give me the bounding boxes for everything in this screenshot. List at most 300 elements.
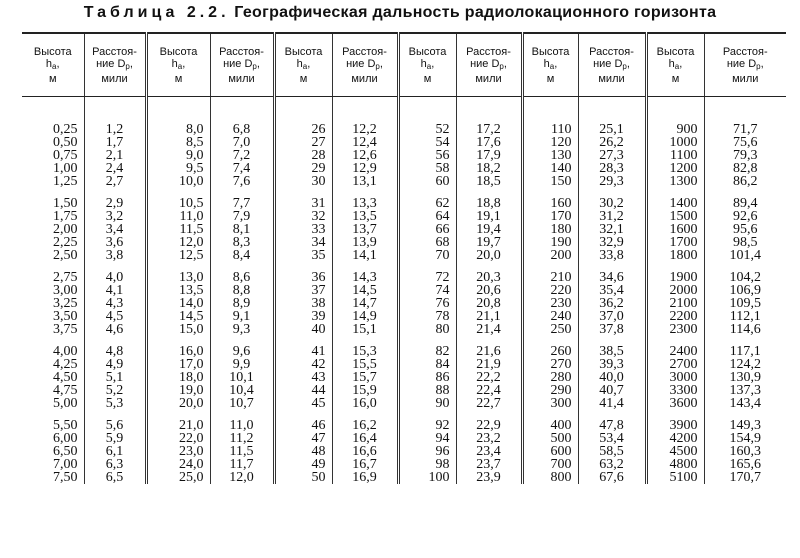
- distance-cell: 18,5: [456, 175, 522, 188]
- distance-cell: 11,5: [210, 445, 274, 458]
- distance-cell: 47,8: [578, 419, 646, 432]
- height-cell: 29: [274, 162, 332, 175]
- distance-cell: 19,7: [456, 236, 522, 249]
- distance-cell: 7,0: [210, 136, 274, 149]
- height-cell: 62: [398, 197, 456, 210]
- header-height: Высота $h_a$, м: [274, 33, 332, 97]
- height-cell: 4500: [646, 445, 704, 458]
- height-cell: 7,00: [53, 457, 78, 472]
- distance-cell: 5,9: [84, 432, 146, 445]
- height-cell: 7,50: [53, 470, 78, 485]
- distance-cell: 28,3: [578, 162, 646, 175]
- header-height-subscript: a: [302, 61, 308, 71]
- spacer-row: [22, 97, 786, 124]
- height-cell: 37: [274, 284, 332, 297]
- height-cell: 1000: [646, 136, 704, 149]
- height-cell: 4800: [646, 458, 704, 471]
- height-cell: 16,0: [146, 345, 210, 358]
- distance-cell: 16,2: [332, 419, 398, 432]
- distance-cell: 14,9: [332, 310, 398, 323]
- distance-cell: 13,3: [332, 197, 398, 210]
- distance-cell: 4,6: [84, 323, 146, 336]
- distance-cell: 14,7: [332, 297, 398, 310]
- header-distance-subscript: р: [622, 61, 627, 71]
- height-cell: 4,25: [53, 357, 78, 372]
- spacer-cell: [210, 97, 274, 124]
- distance-cell: 98,5: [704, 236, 786, 249]
- distance-cell: 15,3: [332, 345, 398, 358]
- spacer-cell: [332, 97, 398, 124]
- distance-cell: 41,4: [578, 397, 646, 410]
- header-height: Высота $h_a$, м: [522, 33, 578, 97]
- height-cell: 0,50: [53, 135, 78, 150]
- header-distance-subscript: р: [756, 61, 761, 71]
- distance-cell: 6,8: [210, 123, 274, 136]
- distance-cell: 3,2: [84, 210, 146, 223]
- height-cell: 170: [522, 210, 578, 223]
- distance-cell: 19,1: [456, 210, 522, 223]
- height-cell: 5,00: [53, 396, 78, 411]
- distance-cell: 106,9: [704, 284, 786, 297]
- distance-cell: 2,7: [84, 175, 146, 188]
- height-cell: 48: [274, 445, 332, 458]
- distance-cell: 124,2: [704, 358, 786, 371]
- distance-cell: 40,0: [578, 371, 646, 384]
- header-distance-word2: ние: [96, 57, 118, 70]
- header-distance-unit: мили: [101, 72, 128, 85]
- height-cell: 1300: [646, 175, 704, 188]
- height-cell: 56: [398, 149, 456, 162]
- height-cell: 39: [274, 310, 332, 323]
- table-row: [22, 175, 786, 188]
- distance-cell: 8,6: [210, 271, 274, 284]
- height-cell: 58: [398, 162, 456, 175]
- distance-cell: 32,1: [578, 223, 646, 236]
- height-cell: 25,0: [146, 471, 210, 484]
- distance-cell: 21,4: [456, 323, 522, 336]
- distance-cell: 23,7: [456, 458, 522, 471]
- table-title: [0, 4, 800, 22]
- header-height-word: Высота: [408, 45, 447, 58]
- distance-cell: 8,3: [210, 236, 274, 249]
- distance-cell: 114,6: [704, 323, 786, 336]
- header-distance-word: Расстоя-: [92, 45, 137, 58]
- height-cell: 2,25: [53, 235, 78, 250]
- distance-cell: 11,7: [210, 458, 274, 471]
- distance-cell: 20,3: [456, 271, 522, 284]
- distance-cell: 14,3: [332, 271, 398, 284]
- distance-cell: 7,6: [210, 175, 274, 188]
- height-cell: 4200: [646, 432, 704, 445]
- header-height-unit: м: [48, 72, 57, 85]
- height-cell: 92: [398, 419, 456, 432]
- height-cell: 52: [398, 123, 456, 136]
- height-cell: 26: [274, 123, 332, 136]
- height-cell: 8,5: [146, 136, 210, 149]
- header-distance-word2: ние: [593, 57, 615, 70]
- spacer-cell: [22, 97, 84, 124]
- height-cell: 2,00: [53, 222, 78, 237]
- distance-cell: 7,7: [210, 197, 274, 210]
- height-cell: 3600: [646, 397, 704, 410]
- height-cell: 72: [398, 271, 456, 284]
- height-cell: 1200: [646, 162, 704, 175]
- distance-cell: 16,4: [332, 432, 398, 445]
- distance-cell: 14,5: [332, 284, 398, 297]
- distance-cell: 17,2: [456, 123, 522, 136]
- distance-cell: 12,2: [332, 123, 398, 136]
- height-cell: 3,50: [53, 309, 78, 324]
- distance-cell: 3,8: [84, 249, 146, 262]
- header-height-word: Высота: [284, 45, 323, 58]
- header-height-subscript: a: [674, 61, 680, 71]
- distance-cell: 4,1: [84, 284, 146, 297]
- height-cell: 2,50: [53, 248, 78, 263]
- spacer-cell: [398, 97, 456, 124]
- height-cell: 80: [398, 323, 456, 336]
- header-height-unit: м: [546, 72, 555, 85]
- distance-cell: 22,2: [456, 371, 522, 384]
- height-cell: 68: [398, 236, 456, 249]
- distance-cell: 58,5: [578, 445, 646, 458]
- header-height-subscript: a: [426, 61, 432, 71]
- distance-cell: 21,1: [456, 310, 522, 323]
- header-distance: Расстоя- ние $D_р$, мили: [84, 33, 146, 97]
- height-cell: 1700: [646, 236, 704, 249]
- height-cell: 140: [522, 162, 578, 175]
- height-cell: 500: [522, 432, 578, 445]
- height-cell: 2400: [646, 345, 704, 358]
- height-cell: 38: [274, 297, 332, 310]
- height-cell: 2300: [646, 323, 704, 336]
- height-cell: 400: [522, 419, 578, 432]
- header-height-subscript: a: [52, 61, 57, 71]
- height-cell: 46: [274, 419, 332, 432]
- height-cell: 47: [274, 432, 332, 445]
- height-cell: 1,75: [53, 209, 78, 224]
- header-height-unit: м: [423, 72, 432, 85]
- height-cell: 5,50: [53, 418, 78, 433]
- header-distance-unit: мили: [598, 72, 625, 85]
- height-cell: 210: [522, 271, 578, 284]
- height-cell: 2000: [646, 284, 704, 297]
- height-cell: 3000: [646, 371, 704, 384]
- height-cell: 1500: [646, 210, 704, 223]
- distance-cell: 53,4: [578, 432, 646, 445]
- header-height: Высота $h_a$, м: [646, 33, 704, 97]
- height-cell: 74: [398, 284, 456, 297]
- distance-cell: 37,0: [578, 310, 646, 323]
- height-cell: 900: [646, 123, 704, 136]
- height-cell: 3900: [646, 419, 704, 432]
- height-cell: 180: [522, 223, 578, 236]
- height-cell: 33: [274, 223, 332, 236]
- header-distance-symbol: D: [614, 57, 623, 70]
- height-cell: 76: [398, 297, 456, 310]
- height-cell: 31: [274, 197, 332, 210]
- header-height-symbol: h: [296, 57, 303, 70]
- header-height-symbol: h: [171, 57, 178, 70]
- header-distance: Расстоя- ние $D_р$, мили: [332, 33, 398, 97]
- height-cell: 150: [522, 175, 578, 188]
- header-distance-symbol: D: [117, 57, 126, 70]
- distance-cell: 143,4: [704, 397, 786, 410]
- distance-cell: 20,0: [456, 249, 522, 262]
- header-height: Высота $h_a$, м: [22, 33, 84, 97]
- distance-cell: 6,3: [84, 458, 146, 471]
- height-cell: 19,0: [146, 384, 210, 397]
- height-cell: 300: [522, 397, 578, 410]
- header-distance-unit: мили: [351, 72, 378, 85]
- distance-cell: 95,6: [704, 223, 786, 236]
- height-cell: 12,5: [146, 249, 210, 262]
- height-cell: 11,5: [146, 223, 210, 236]
- height-cell: 5100: [646, 471, 704, 484]
- height-cell: 190: [522, 236, 578, 249]
- table-row: [22, 397, 786, 410]
- distance-cell: 2,1: [84, 149, 146, 162]
- height-cell: 4,00: [53, 344, 78, 359]
- distance-cell: 15,1: [332, 323, 398, 336]
- distance-cell: 16,6: [332, 445, 398, 458]
- header-distance-word: Расстоя-: [466, 45, 511, 58]
- distance-cell: 1,7: [84, 136, 146, 149]
- distance-cell: 149,3: [704, 419, 786, 432]
- distance-cell: 2,9: [84, 197, 146, 210]
- header-height: Высота $h_a$, м: [398, 33, 456, 97]
- header-row: [22, 33, 786, 97]
- height-cell: 3,00: [53, 283, 78, 298]
- height-cell: 23,0: [146, 445, 210, 458]
- distance-cell: 13,1: [332, 175, 398, 188]
- distance-cell: 23,9: [456, 471, 522, 484]
- height-cell: 10,5: [146, 197, 210, 210]
- distance-cell: 9,6: [210, 345, 274, 358]
- height-cell: 120: [522, 136, 578, 149]
- spacer-cell: [578, 97, 646, 124]
- distance-cell: 38,5: [578, 345, 646, 358]
- distance-cell: 22,7: [456, 397, 522, 410]
- distance-cell: 23,4: [456, 445, 522, 458]
- table-row: [22, 249, 786, 262]
- distance-cell: 170,7: [704, 471, 786, 484]
- header-distance-symbol: D: [244, 57, 253, 70]
- height-cell: 250: [522, 323, 578, 336]
- height-cell: 32: [274, 210, 332, 223]
- distance-cell: 9,3: [210, 323, 274, 336]
- distance-cell: 15,7: [332, 371, 398, 384]
- height-cell: 1900: [646, 271, 704, 284]
- height-cell: 0,25: [53, 122, 78, 137]
- height-cell: 21,0: [146, 419, 210, 432]
- height-cell: 270: [522, 358, 578, 371]
- distance-cell: 15,5: [332, 358, 398, 371]
- distance-cell: 36,2: [578, 297, 646, 310]
- distance-cell: 104,2: [704, 271, 786, 284]
- height-cell: 12,0: [146, 236, 210, 249]
- header-distance-unit: мили: [475, 72, 502, 85]
- header-distance: Расстоя- ние $D_р$, мили: [456, 33, 522, 97]
- height-cell: 96: [398, 445, 456, 458]
- distance-cell: 20,8: [456, 297, 522, 310]
- distance-cell: 16,7: [332, 458, 398, 471]
- height-cell: 70: [398, 249, 456, 262]
- header-height-word: Высота: [33, 45, 72, 58]
- table-row: [22, 323, 786, 336]
- height-cell: 11,0: [146, 210, 210, 223]
- distance-cell: 117,1: [704, 345, 786, 358]
- header-height-unit: м: [174, 72, 183, 85]
- height-cell: 90: [398, 397, 456, 410]
- distance-cell: 7,2: [210, 149, 274, 162]
- header-distance-word2: ние: [223, 57, 245, 70]
- header-distance: Расстоя- ние $D_р$, мили: [578, 33, 646, 97]
- height-cell: 2200: [646, 310, 704, 323]
- table-row: [22, 471, 786, 484]
- distance-cell: 35,4: [578, 284, 646, 297]
- height-cell: 28: [274, 149, 332, 162]
- table-body: [22, 97, 786, 485]
- height-cell: 2,75: [53, 270, 78, 285]
- height-cell: 0,75: [53, 148, 78, 163]
- distance-cell: 18,8: [456, 197, 522, 210]
- height-cell: 800: [522, 471, 578, 484]
- horizon-range-table: [22, 32, 786, 484]
- header-height-unit: м: [299, 72, 308, 85]
- distance-cell: 37,8: [578, 323, 646, 336]
- distance-cell: 3,4: [84, 223, 146, 236]
- height-cell: 50: [274, 471, 332, 484]
- distance-cell: 7,4: [210, 162, 274, 175]
- height-cell: 160: [522, 197, 578, 210]
- distance-cell: 5,6: [84, 419, 146, 432]
- distance-cell: 13,7: [332, 223, 398, 236]
- distance-cell: 112,1: [704, 310, 786, 323]
- distance-cell: 165,6: [704, 458, 786, 471]
- header-distance-word2: ние: [470, 57, 492, 70]
- distance-cell: 22,4: [456, 384, 522, 397]
- distance-cell: 92,6: [704, 210, 786, 223]
- height-cell: 700: [522, 458, 578, 471]
- distance-cell: 30,2: [578, 197, 646, 210]
- height-cell: 41: [274, 345, 332, 358]
- header-height-subscript: a: [549, 61, 555, 71]
- height-cell: 30: [274, 175, 332, 188]
- height-cell: 2100: [646, 297, 704, 310]
- height-cell: 20,0: [146, 397, 210, 410]
- distance-cell: 9,9: [210, 358, 274, 371]
- distance-cell: 22,9: [456, 419, 522, 432]
- height-cell: 82: [398, 345, 456, 358]
- header-distance-unit: мили: [228, 72, 255, 85]
- distance-cell: 2,4: [84, 162, 146, 175]
- distance-cell: 10,1: [210, 371, 274, 384]
- header-distance-symbol: D: [748, 57, 757, 70]
- distance-cell: 5,1: [84, 371, 146, 384]
- spacer-cell: [84, 97, 146, 124]
- distance-cell: 82,8: [704, 162, 786, 175]
- distance-cell: 25,1: [578, 123, 646, 136]
- distance-cell: 8,9: [210, 297, 274, 310]
- header-distance-unit: мили: [732, 72, 759, 85]
- height-cell: 260: [522, 345, 578, 358]
- height-cell: 42: [274, 358, 332, 371]
- height-cell: 110: [522, 123, 578, 136]
- header-distance-subscript: р: [499, 61, 504, 71]
- height-cell: 6,00: [53, 431, 78, 446]
- height-cell: 64: [398, 210, 456, 223]
- distance-cell: 18,2: [456, 162, 522, 175]
- distance-cell: 19,4: [456, 223, 522, 236]
- distance-cell: 130,9: [704, 371, 786, 384]
- distance-cell: 6,5: [84, 471, 146, 484]
- height-cell: 3300: [646, 384, 704, 397]
- distance-cell: 154,9: [704, 432, 786, 445]
- spacer-cell: [456, 97, 522, 124]
- distance-cell: 63,2: [578, 458, 646, 471]
- distance-cell: 13,5: [332, 210, 398, 223]
- height-cell: 8,0: [146, 123, 210, 136]
- distance-cell: 16,0: [332, 397, 398, 410]
- distance-cell: 4,5: [84, 310, 146, 323]
- spacer-cell: [704, 97, 786, 124]
- distance-cell: 17,9: [456, 149, 522, 162]
- header-distance-word2: ние: [346, 57, 368, 70]
- distance-cell: 33,8: [578, 249, 646, 262]
- distance-cell: 9,1: [210, 310, 274, 323]
- height-cell: 1800: [646, 249, 704, 262]
- distance-cell: 4,3: [84, 297, 146, 310]
- header-height-word: Высота: [656, 45, 695, 58]
- distance-cell: 39,3: [578, 358, 646, 371]
- height-cell: 36: [274, 271, 332, 284]
- header-height-symbol: h: [420, 57, 427, 70]
- distance-cell: 40,7: [578, 384, 646, 397]
- height-cell: 94: [398, 432, 456, 445]
- distance-cell: 16,9: [332, 471, 398, 484]
- height-cell: 13,0: [146, 271, 210, 284]
- height-cell: 17,0: [146, 358, 210, 371]
- distance-cell: 4,9: [84, 358, 146, 371]
- table-caption: Географическая дальность радиолокационного горизонта: [234, 4, 717, 21]
- height-cell: 24,0: [146, 458, 210, 471]
- header-height-symbol: h: [45, 57, 53, 70]
- header-height-unit: м: [671, 72, 680, 85]
- height-cell: 1,25: [53, 174, 78, 189]
- header-height: Высота $h_a$, м: [146, 33, 210, 97]
- distance-cell: 15,9: [332, 384, 398, 397]
- distance-cell: 31,2: [578, 210, 646, 223]
- distance-cell: 8,4: [210, 249, 274, 262]
- distance-cell: 137,3: [704, 384, 786, 397]
- distance-cell: 27,3: [578, 149, 646, 162]
- height-cell: 34: [274, 236, 332, 249]
- height-cell: 4,50: [53, 370, 78, 385]
- height-cell: 45: [274, 397, 332, 410]
- distance-cell: 1,2: [84, 123, 146, 136]
- header-distance-word: Расстоя-: [219, 45, 264, 58]
- header-distance-symbol: D: [367, 57, 376, 70]
- distance-cell: 6,1: [84, 445, 146, 458]
- height-cell: 280: [522, 371, 578, 384]
- distance-cell: 29,3: [578, 175, 646, 188]
- height-cell: 1,50: [53, 196, 78, 211]
- height-cell: 98: [398, 458, 456, 471]
- height-cell: 84: [398, 358, 456, 371]
- height-cell: 2700: [646, 358, 704, 371]
- distance-cell: 11,2: [210, 432, 274, 445]
- header-height-symbol: h: [543, 57, 550, 70]
